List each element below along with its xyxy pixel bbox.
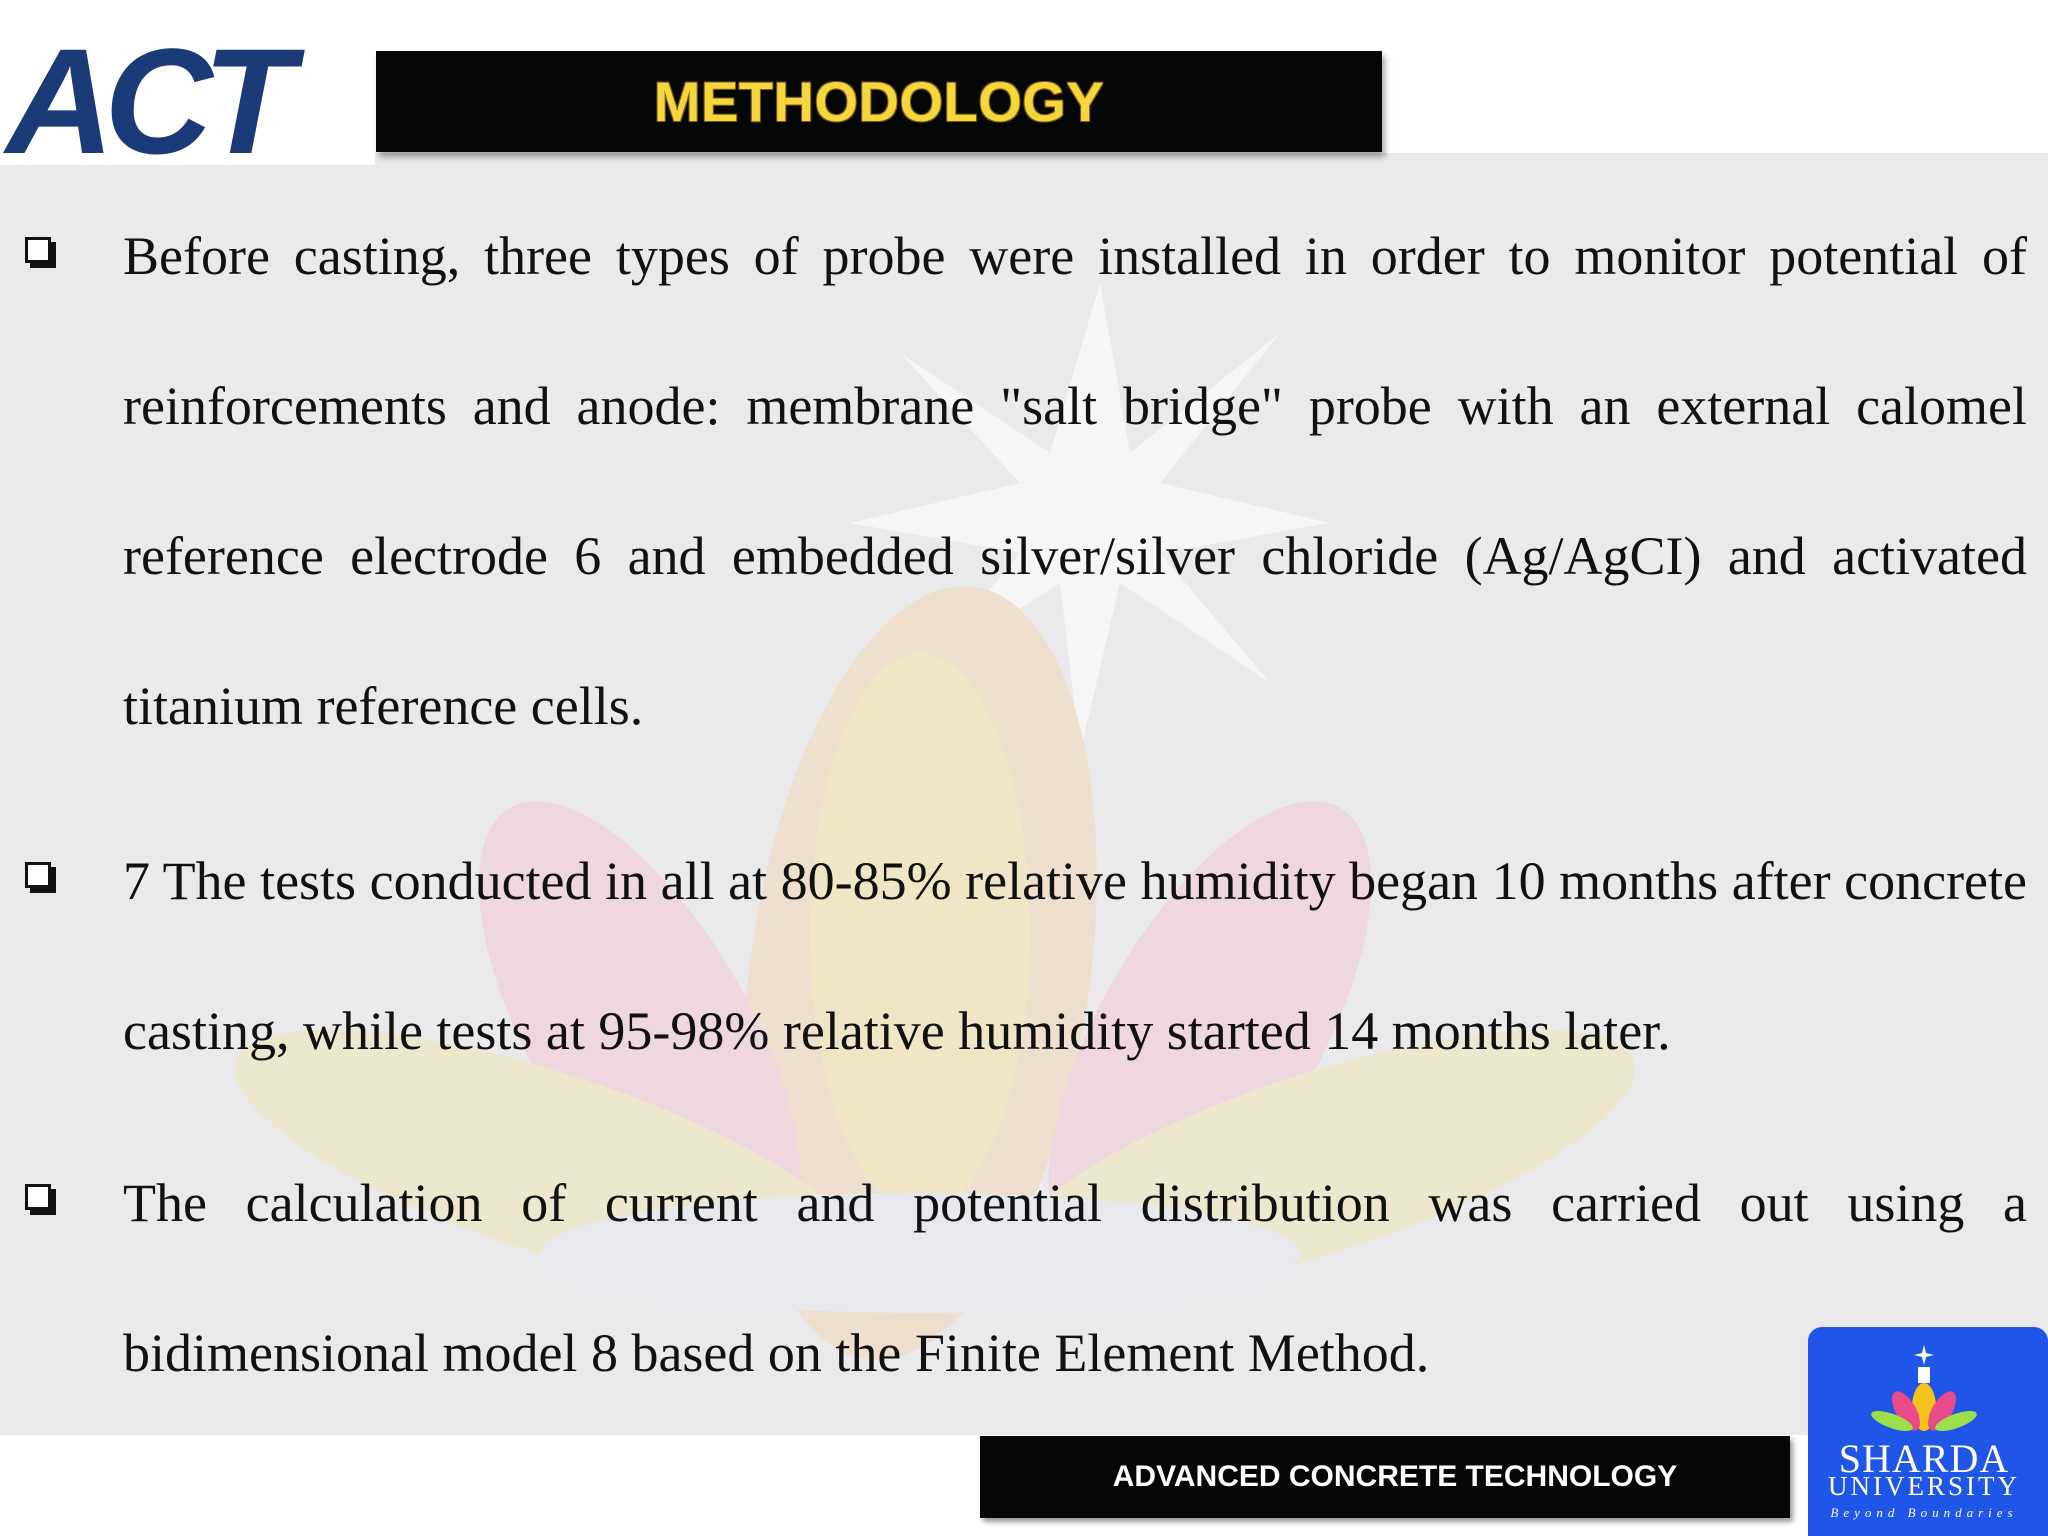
checkbox-bullet-icon	[25, 237, 51, 263]
checkbox-bullet-icon	[25, 1184, 51, 1210]
footer-bar	[980, 1436, 1790, 1518]
slide-title: METHODOLOGY	[653, 70, 1105, 133]
bullet-text: Before casting, three types of probe were installed in order to monitor potential of reinforcements and anode: membrane "salt bridge" probe with an external calomel reference electrode 6 and embedded silver/silver chloride (Ag/AgCI) and activated titanium reference cells.	[123, 226, 2027, 736]
act-logo	[0, 25, 375, 165]
bullet-text: The calculation of current and potential distribution was carried out using a bidimensional model 8 based on the Finite Element Method.	[123, 1173, 2027, 1383]
university-tagline: Beyond Boundaries	[1830, 1505, 2018, 1520]
footer-text: ADVANCED CONCRETE TECHNOLOGY	[1112, 1460, 1678, 1493]
title-bar	[376, 51, 1382, 152]
sharda-lotus-icon	[1808, 1327, 2048, 1437]
bullet-text: 7 The tests conducted in all at 80-85% relative humidity began 10 months after concrete casting, while tests at 95-98% relative humidity started 14 months later.	[123, 851, 2027, 1061]
university-logo	[1808, 1327, 2048, 1536]
logo-text: ACT	[6, 25, 285, 165]
university-sub: UNIVERSITY	[1828, 1471, 2020, 1501]
checkbox-bullet-icon	[25, 862, 51, 888]
university-name: SHARDA	[1838, 1436, 2010, 1481]
